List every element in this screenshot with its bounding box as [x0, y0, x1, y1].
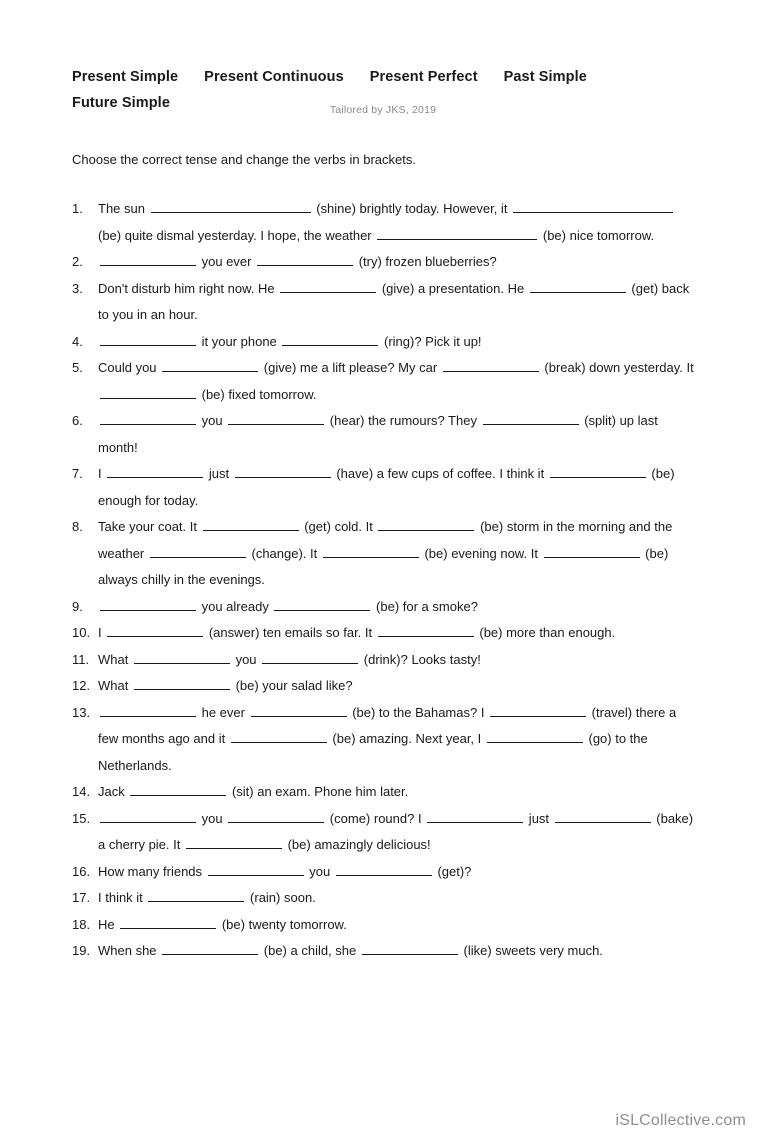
question-text — [98, 249, 694, 276]
answer-blank[interactable] — [228, 411, 324, 425]
question-item — [72, 647, 694, 674]
answer-blank[interactable] — [134, 676, 230, 690]
question-item — [72, 461, 694, 514]
question-text-fragment: What — [98, 651, 132, 667]
question-text — [98, 647, 694, 674]
answer-blank[interactable] — [323, 544, 419, 558]
question-item — [72, 249, 694, 276]
question-text — [98, 859, 694, 886]
question-text-fragment: it your phone — [198, 333, 281, 349]
question-number: 1. — [72, 201, 83, 216]
question-text — [98, 885, 694, 912]
question-text-fragment: (be) amazingly delicious! — [283, 837, 431, 852]
worksheet-page — [0, 64, 766, 1148]
answer-blank[interactable] — [513, 199, 673, 213]
question-item — [72, 620, 694, 647]
question-text-fragment: (bake) a cherry pie. It — [98, 810, 694, 852]
answer-blank[interactable] — [203, 517, 299, 531]
question-number: 11. — [72, 651, 90, 667]
question-item — [72, 938, 694, 965]
instruction-text: Choose the correct tense and change the verbs in brackets. — [72, 152, 416, 167]
question-text-fragment: (drink)? Looks tasty! — [360, 651, 481, 667]
question-text-fragment: I — [98, 466, 106, 481]
question-number: 15. — [72, 810, 91, 826]
answer-blank[interactable] — [544, 544, 640, 558]
answer-blank[interactable] — [427, 809, 523, 823]
answer-blank[interactable] — [490, 703, 586, 717]
question-text-fragment: (get) back to you in an hour. — [98, 280, 690, 322]
question-text-fragment: you — [198, 413, 227, 428]
answer-blank[interactable] — [162, 358, 258, 372]
question-item — [72, 594, 694, 621]
answer-blank[interactable] — [555, 809, 651, 823]
question-number: 4. — [72, 333, 83, 349]
answer-blank[interactable] — [100, 809, 196, 823]
question-text — [98, 408, 694, 461]
question-text-fragment: Could you — [98, 360, 161, 375]
question-text-fragment: (be) twenty tomorrow. — [218, 916, 347, 932]
question-text-fragment: (change). It — [247, 545, 321, 561]
question-text-fragment: Jack — [98, 784, 129, 799]
question-item — [72, 196, 694, 249]
question-text — [98, 700, 694, 780]
answer-blank[interactable] — [274, 597, 370, 611]
question-list — [72, 196, 694, 965]
question-number: 8. — [72, 519, 83, 534]
answer-blank[interactable] — [107, 464, 203, 478]
answer-blank[interactable] — [134, 650, 230, 664]
question-text-fragment: (try) frozen blueberries? — [355, 254, 497, 269]
question-text-fragment: (give) a presentation. He — [378, 280, 528, 296]
question-text-fragment: just — [525, 810, 553, 826]
answer-blank[interactable] — [377, 226, 537, 240]
question-item — [72, 276, 694, 329]
answer-blank[interactable] — [443, 358, 539, 372]
answer-blank[interactable] — [100, 703, 196, 717]
question-text — [98, 461, 694, 514]
question-text-fragment: (be) to the Bahamas? I — [348, 704, 489, 720]
question-text-fragment: (shine) brightly today. However, it — [312, 201, 512, 216]
answer-blank[interactable] — [100, 252, 196, 266]
answer-blank[interactable] — [231, 729, 327, 743]
answer-blank[interactable] — [550, 464, 646, 478]
question-text-fragment: (be) storm in the morning and the weather — [98, 519, 673, 561]
question-text-fragment: I — [98, 625, 106, 640]
question-text-fragment: He — [98, 916, 119, 932]
question-number: 17. — [72, 890, 91, 905]
question-number: 12. — [72, 678, 91, 693]
tense-label: Present Continuous — [204, 69, 344, 85]
question-text-fragment: you already — [198, 598, 273, 614]
question-item — [72, 859, 694, 886]
question-text-fragment: (have) a few cups of coffee. I think it — [332, 466, 548, 481]
question-text-fragment: (go) to the Netherlands. — [98, 731, 648, 773]
question-text — [98, 514, 694, 594]
question-item — [72, 700, 694, 780]
question-text-fragment: Take your coat. It — [98, 519, 201, 534]
question-text-fragment: (be) your salad like? — [231, 678, 353, 693]
answer-blank[interactable] — [378, 623, 474, 637]
answer-blank[interactable] — [148, 888, 244, 902]
question-item — [72, 806, 694, 859]
site-brand: iSLCollective.com — [615, 1112, 746, 1129]
question-text-fragment: (sit) an exam. Phone him later. — [228, 784, 409, 799]
answer-blank[interactable] — [378, 517, 474, 531]
answer-blank[interactable] — [235, 464, 331, 478]
answer-blank[interactable] — [120, 915, 216, 929]
question-text — [98, 196, 694, 249]
question-text-fragment: (like) sweets very much. — [459, 943, 603, 958]
answer-blank[interactable] — [130, 782, 226, 796]
question-text-fragment: just — [205, 466, 233, 481]
question-text-fragment: (get)? — [433, 863, 472, 879]
question-text-fragment: (be) fixed tomorrow. — [198, 386, 317, 402]
answer-blank[interactable] — [280, 279, 376, 293]
question-number: 7. — [72, 466, 83, 481]
answer-blank[interactable] — [530, 279, 626, 293]
question-text — [98, 779, 694, 806]
question-text — [98, 912, 694, 939]
question-text — [98, 329, 694, 356]
answer-blank[interactable] — [186, 835, 282, 849]
question-text-fragment: How many friends — [98, 863, 206, 879]
answer-blank[interactable] — [251, 703, 347, 717]
answer-blank[interactable] — [483, 411, 579, 425]
question-text-fragment: you ever — [198, 254, 256, 269]
question-text-fragment: (be) amazing. Next year, I — [328, 731, 485, 746]
question-text — [98, 276, 694, 329]
answer-blank[interactable] — [100, 411, 196, 425]
answer-blank[interactable] — [100, 332, 196, 346]
tense-label: Past Simple — [503, 69, 587, 85]
question-text-fragment: (split) up last month! — [98, 413, 658, 455]
answer-blank[interactable] — [208, 862, 304, 876]
question-text-fragment: (give) me a lift please? My car — [260, 360, 441, 375]
question-text-fragment: (break) down yesterday. It — [540, 360, 694, 375]
question-text — [98, 355, 694, 408]
question-item — [72, 408, 694, 461]
question-text-fragment: (be) evening now. It — [420, 545, 542, 561]
question-text — [98, 620, 694, 647]
question-number: 19. — [72, 943, 91, 958]
question-text — [98, 673, 694, 700]
answer-blank[interactable] — [100, 385, 196, 399]
question-text-fragment: (travel) there a few months ago and it — [98, 704, 677, 746]
question-text-fragment: I think it — [98, 890, 147, 905]
answer-blank[interactable] — [150, 544, 246, 558]
tense-label: Present Perfect — [369, 69, 478, 85]
answer-blank[interactable] — [487, 729, 583, 743]
answer-blank[interactable] — [100, 597, 196, 611]
question-number: 14. — [72, 784, 91, 799]
answer-blank[interactable] — [228, 809, 324, 823]
credit-line: Tailored by JKS, 2019 — [329, 104, 437, 116]
answer-blank[interactable] — [162, 941, 258, 955]
answer-blank[interactable] — [362, 941, 458, 955]
question-text-fragment: you — [305, 863, 334, 879]
question-item — [72, 779, 694, 806]
question-text-fragment: (be) a child, she — [260, 943, 360, 958]
question-item — [72, 912, 694, 939]
question-item — [72, 673, 694, 700]
question-text-fragment: What — [98, 678, 132, 693]
question-number: 16. — [72, 863, 91, 879]
question-number: 13. — [72, 704, 91, 720]
question-text-fragment: (come) round? I — [326, 810, 426, 826]
question-text-fragment: (ring)? Pick it up! — [380, 333, 482, 349]
question-number: 10. — [72, 625, 91, 640]
question-number: 6. — [72, 413, 83, 428]
answer-blank[interactable] — [262, 650, 358, 664]
question-text-fragment: When she — [98, 943, 161, 958]
question-text-fragment: (get) cold. It — [300, 519, 377, 534]
answer-blank[interactable] — [282, 332, 378, 346]
question-item — [72, 355, 694, 408]
question-text-fragment: (answer) ten emails so far. It — [205, 625, 376, 640]
question-number: 3. — [72, 280, 83, 296]
tense-label: Present Simple — [72, 69, 179, 85]
question-text-fragment: (rain) soon. — [246, 890, 316, 905]
question-text-fragment: he ever — [198, 704, 249, 720]
question-text-fragment: (hear) the rumours? They — [326, 413, 481, 428]
question-text-fragment: (be) quite dismal yesterday. I hope, the weather — [98, 227, 376, 243]
answer-blank[interactable] — [336, 862, 432, 876]
question-number: 5. — [72, 360, 83, 375]
answer-blank[interactable] — [257, 252, 353, 266]
question-text — [98, 806, 694, 859]
answer-blank[interactable] — [107, 623, 203, 637]
tense-label: Future Simple — [72, 95, 170, 111]
question-text-fragment: Don't disturb him right now. He — [98, 280, 279, 296]
question-text — [98, 594, 694, 621]
question-text-fragment: The sun — [98, 201, 149, 216]
question-number: 2. — [72, 254, 83, 269]
question-text-fragment: you — [231, 651, 261, 667]
question-text-fragment: (be) always chilly in the evenings. — [98, 545, 669, 587]
question-item — [72, 885, 694, 912]
question-number: 9. — [72, 598, 83, 614]
question-text-fragment: (be) for a smoke? — [372, 598, 478, 614]
question-text-fragment: you — [198, 810, 227, 826]
question-number: 18. — [72, 916, 91, 932]
question-text-fragment: (be) nice tomorrow. — [539, 227, 655, 243]
question-text — [98, 938, 694, 965]
question-item — [72, 329, 694, 356]
question-item — [72, 514, 694, 594]
answer-blank[interactable] — [151, 199, 311, 213]
question-text-fragment: (be) enough for today. — [98, 466, 675, 508]
question-text-fragment: (be) more than enough. — [475, 625, 616, 640]
